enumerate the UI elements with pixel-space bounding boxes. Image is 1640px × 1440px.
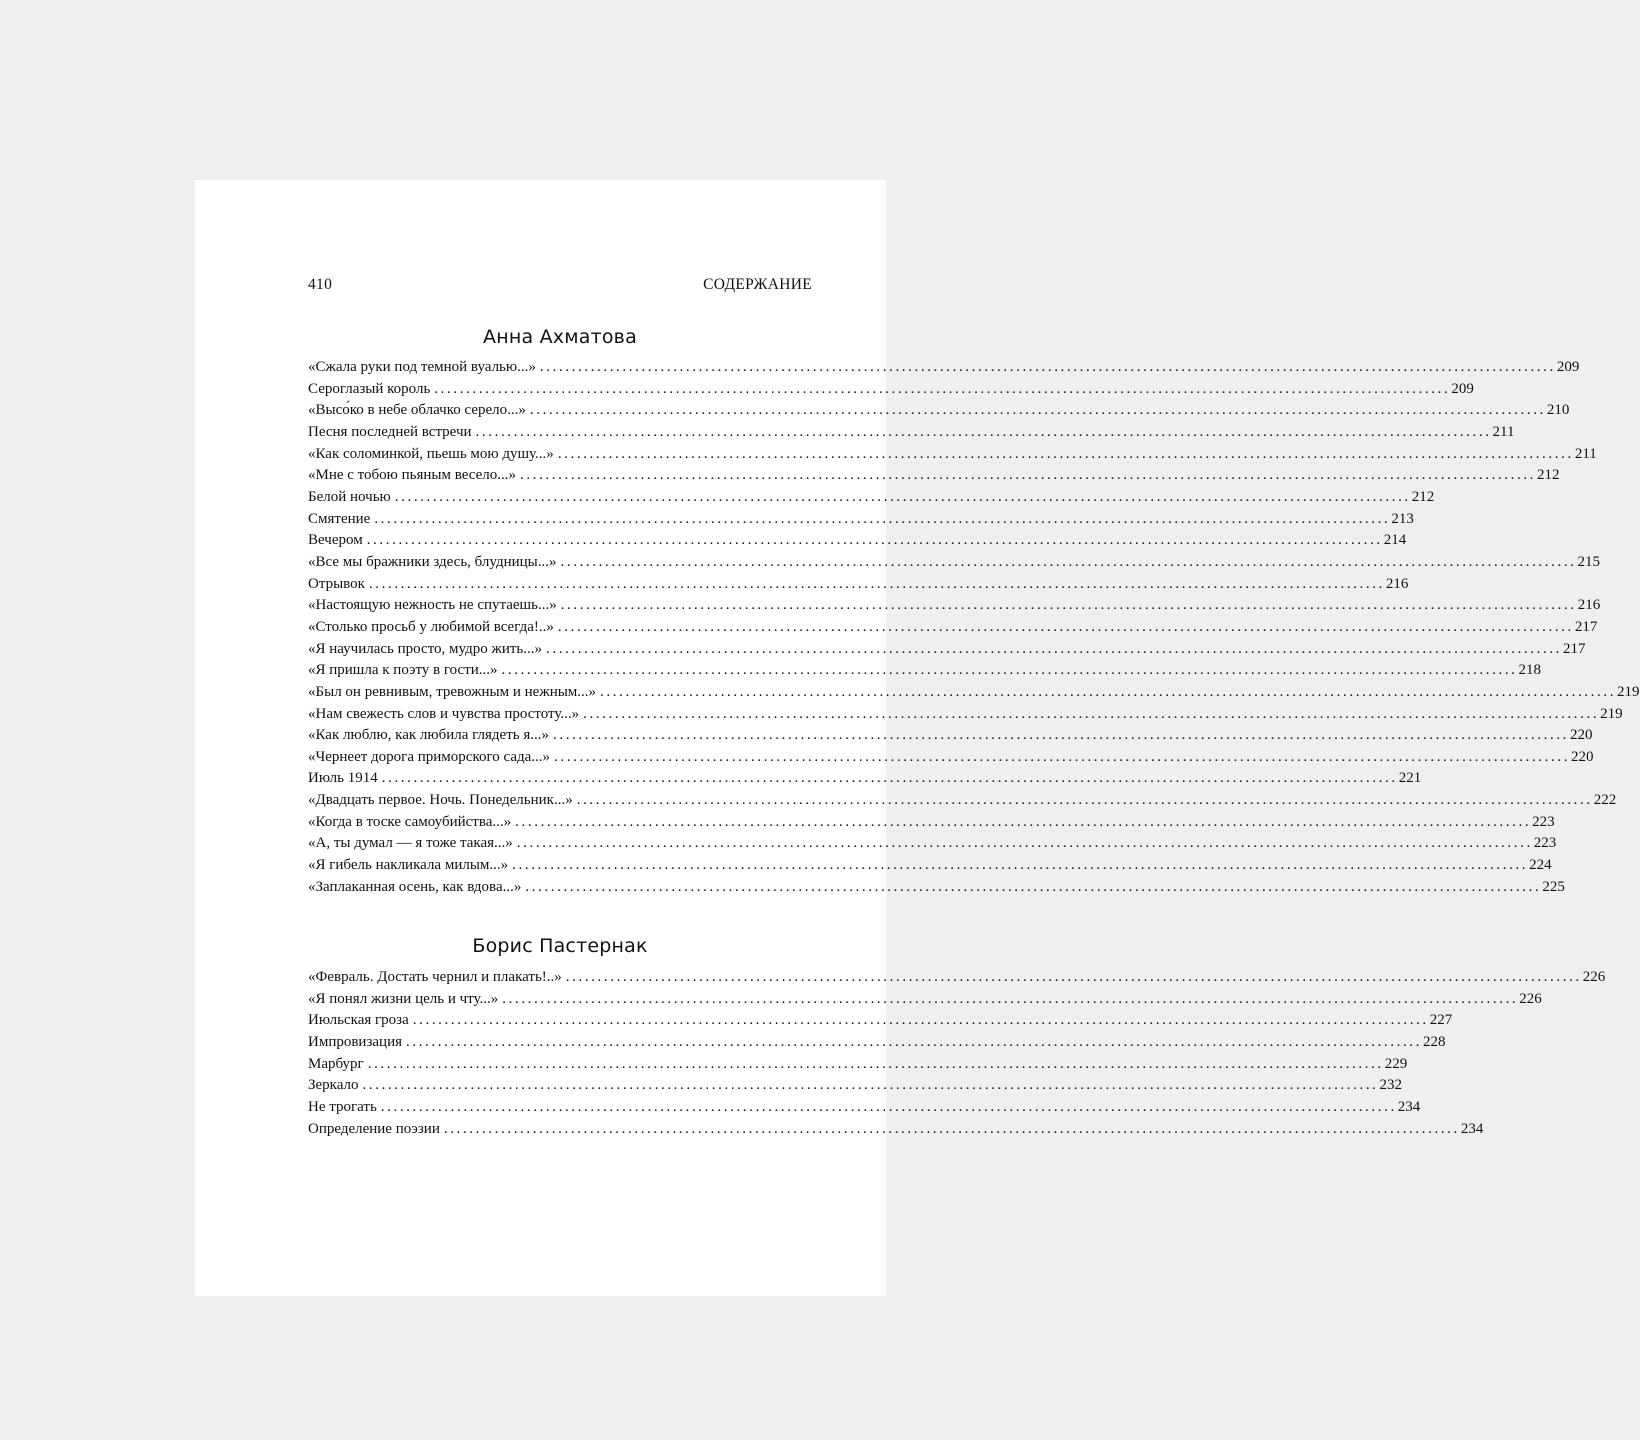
toc-entry <box>308 705 1623 728</box>
dot-leader: ................................................................................................................................................................ <box>515 813 1532 830</box>
dot-leader: ................................................................................................................................................................ <box>520 467 1537 484</box>
running-title: СОДЕРЖАНИЕ <box>703 276 812 293</box>
dot-leader: ................................................................................................................................................................ <box>406 1033 1422 1050</box>
toc-entry <box>308 597 1601 619</box>
toc-entry-title: Смятение <box>308 510 371 527</box>
toc-entry-page: 209 <box>1451 380 1474 397</box>
toc-entry-title: «Был он ревнивым, тревожным и нежным...» <box>308 683 597 700</box>
dot-leader: ................................................................................................................................................................ <box>366 532 1383 549</box>
toc-entry-page: 227 <box>1429 1012 1453 1029</box>
dot-leader: ................................................................................................................................................................ <box>525 878 1542 895</box>
toc-entry-title: Импровизация <box>308 1033 402 1050</box>
dot-leader: ................................................................................................................................................................ <box>475 423 1492 440</box>
dot-leader: ................................................................................................................................................................ <box>600 683 1617 700</box>
toc-entry-title: «Настоящую нежность не спутаешь...» <box>308 597 557 614</box>
toc-entry-page: 215 <box>1577 553 1601 570</box>
toc-entry-title: Июль 1914 <box>308 770 378 787</box>
toc-entry <box>308 835 1557 857</box>
toc-entry-page: 226 <box>1582 969 1606 985</box>
toc-entry-title: «Высо́ко в небе облачко серело...» <box>308 402 526 419</box>
toc-entry <box>308 1033 1446 1056</box>
toc-entry <box>308 1077 1403 1099</box>
toc-entry <box>308 510 1414 533</box>
toc-entry-page: 221 <box>1398 770 1422 787</box>
dot-leader: ................................................................................................................................................................ <box>554 748 1571 765</box>
toc-entry <box>308 359 1580 381</box>
dot-leader: ................................................................................................................................................................ <box>539 359 1556 375</box>
toc-entry-page: 211 <box>1492 423 1515 440</box>
toc-entry-page: 223 <box>1533 835 1557 852</box>
toc-entry-title: «Сжала руки под темной вуалью...» <box>308 359 536 375</box>
toc-entry-page: 222 <box>1593 792 1617 809</box>
toc-entry-page: 225 <box>1542 878 1565 895</box>
toc-entry <box>308 380 1474 403</box>
dot-leader: ................................................................................................................................................................ <box>529 402 1546 419</box>
toc-entry-page: 217 <box>1574 618 1598 635</box>
toc-entry <box>308 445 1597 468</box>
toc-entry-page: 228 <box>1423 1033 1446 1050</box>
toc-entry-title: Марбург <box>308 1055 364 1072</box>
toc-entry-page: 210 <box>1546 402 1570 419</box>
dot-leader: ................................................................................................................................................................ <box>560 597 1577 614</box>
toc-entry <box>308 662 1542 684</box>
toc-entry <box>308 1098 1421 1121</box>
toc-entry <box>308 423 1515 446</box>
toc-entry-title: Белой ночью <box>308 488 391 505</box>
toc-entry-page: 234 <box>1460 1120 1484 1137</box>
dot-leader: ................................................................................................................................................................ <box>368 575 1385 592</box>
page-number: 410 <box>308 276 333 293</box>
toc-list-pasternak <box>308 969 1606 1142</box>
dot-leader: ................................................................................................................................................................ <box>380 1098 1397 1115</box>
toc-entry <box>308 878 1565 901</box>
toc-entry-title: «Февраль. Достать чернил и плакать!..» <box>308 969 562 985</box>
dot-leader: ................................................................................................................................................................ <box>502 990 1519 1007</box>
toc-entry-title: «Все мы бражники здесь, блудницы...» <box>308 553 557 570</box>
toc-entry-title: Сероглазый король <box>308 380 431 397</box>
toc-entry <box>308 1055 1408 1078</box>
toc-entry <box>308 792 1617 814</box>
toc-entry-title: «Я научилась просто, мудро жить...» <box>308 640 543 657</box>
toc-entry-page: 212 <box>1537 467 1560 484</box>
toc-entry-title: Зеркало <box>308 1077 359 1094</box>
toc-entry <box>308 1120 1484 1143</box>
toc-entry-title: Июльская гроза <box>308 1012 409 1029</box>
toc-entry-title: «Столько просьб у любимой всегда!..» <box>308 618 554 635</box>
toc-entry-page: 209 <box>1556 359 1580 375</box>
toc-entry-page: 232 <box>1379 1077 1403 1094</box>
toc-entry <box>308 1012 1453 1034</box>
toc-entry-page: 217 <box>1563 640 1586 657</box>
toc-entry-page: 218 <box>1518 662 1542 679</box>
toc-entry <box>308 857 1552 879</box>
toc-entry-page: 216 <box>1577 597 1601 614</box>
toc-entry-title: Отрывок <box>308 575 365 592</box>
toc-entry <box>308 532 1407 554</box>
toc-entry-title: «Заплаканная осень, как вдова...» <box>308 878 522 895</box>
toc-entry-title: «Нам свежесть слов и чувства простоту...» <box>308 705 580 722</box>
dot-leader: ................................................................................................................................................................ <box>362 1077 1379 1094</box>
toc-entry <box>308 727 1593 749</box>
dot-leader: ................................................................................................................................................................ <box>434 380 1451 397</box>
toc-entry-page: 223 <box>1532 813 1555 830</box>
toc-entry-title: «Чернеет дорога приморского сада...» <box>308 748 551 765</box>
dot-leader: ................................................................................................................................................................ <box>576 792 1593 809</box>
toc-entry <box>308 748 1594 771</box>
dot-leader: ................................................................................................................................................................ <box>546 640 1563 657</box>
dot-leader: ................................................................................................................................................................ <box>565 969 1582 985</box>
toc-entry <box>308 640 1586 663</box>
dot-leader: ................................................................................................................................................................ <box>374 510 1391 527</box>
dot-leader: ................................................................................................................................................................ <box>394 488 1411 505</box>
toc-entry-title: «Я гибель накликала милым...» <box>308 857 509 874</box>
toc-entry-page: 219 <box>1600 705 1623 722</box>
toc-entry-title: «Я понял жизни цель и чту...» <box>308 990 499 1007</box>
toc-entry-page: 219 <box>1617 683 1640 700</box>
toc-entry <box>308 402 1570 424</box>
toc-entry-page: 213 <box>1391 510 1414 527</box>
dot-leader: ................................................................................................................................................................ <box>560 553 1577 570</box>
toc-entry-title: Песня последней встречи <box>308 423 472 440</box>
toc-entry-page: 211 <box>1574 445 1597 462</box>
dot-leader: ................................................................................................................................................................ <box>512 857 1529 874</box>
toc-entry-page: 229 <box>1384 1055 1408 1072</box>
dot-leader: ................................................................................................................................................................ <box>557 445 1574 462</box>
toc-list-akhmatova <box>308 359 1640 900</box>
toc-entry-page: 226 <box>1519 990 1542 1007</box>
toc-entry <box>308 553 1601 576</box>
toc-entry-page: 220 <box>1570 727 1593 744</box>
toc-entry <box>308 618 1598 641</box>
toc-entry <box>308 770 1422 792</box>
toc-entry-title: Вечером <box>308 532 363 549</box>
dot-leader: ................................................................................................................................................................ <box>501 662 1518 679</box>
dot-leader: ................................................................................................................................................................ <box>557 618 1574 635</box>
dot-leader: ................................................................................................................................................................ <box>412 1012 1429 1029</box>
toc-entry-title: «Двадцать первое. Ночь. Понедельник...» <box>308 792 573 809</box>
toc-entry <box>308 575 1409 598</box>
dot-leader: ................................................................................................................................................................ <box>583 705 1600 722</box>
toc-entry-page: 220 <box>1571 748 1594 765</box>
dot-leader: ................................................................................................................................................................ <box>381 770 1398 787</box>
toc-entry-page: 216 <box>1385 575 1409 592</box>
toc-entry-title: «А, ты думал — я тоже такая...» <box>308 835 513 852</box>
toc-entry <box>308 990 1542 1013</box>
dot-leader: ................................................................................................................................................................ <box>367 1055 1384 1072</box>
toc-entry-title: «Как соломинкой, пьешь мою душу...» <box>308 445 554 462</box>
toc-entry-title: «Как люблю, как любила глядеть я...» <box>308 727 550 744</box>
toc-entry <box>308 969 1606 991</box>
toc-entry-title: «Я пришла к поэту в гости...» <box>308 662 498 679</box>
running-head <box>308 276 812 294</box>
toc-entry <box>308 488 1435 511</box>
dot-leader: ................................................................................................................................................................ <box>443 1120 1460 1137</box>
dot-leader: ................................................................................................................................................................ <box>516 835 1533 852</box>
toc-entry-title: «Когда в тоске самоубийства...» <box>308 813 512 830</box>
book-page <box>195 180 1640 1296</box>
dot-leader: ................................................................................................................................................................ <box>553 727 1570 744</box>
toc-entry-page: 212 <box>1411 488 1435 505</box>
toc-entry-page: 214 <box>1383 532 1407 549</box>
toc-entry-title: Не трогать <box>308 1098 377 1115</box>
toc-entry <box>308 813 1555 836</box>
section-title-akhmatova: Анна Ахматова <box>483 326 637 348</box>
toc-entry-title: Определение поэзии <box>308 1120 440 1137</box>
toc-entry-page: 234 <box>1397 1098 1421 1115</box>
section-title-pasternak: Борис Пастернак <box>472 935 648 957</box>
toc-entry-page: 224 <box>1529 857 1552 874</box>
toc-entry <box>308 467 1560 489</box>
toc-entry-title: «Мне с тобою пьяным весело...» <box>308 467 517 484</box>
toc-entry <box>308 683 1640 706</box>
